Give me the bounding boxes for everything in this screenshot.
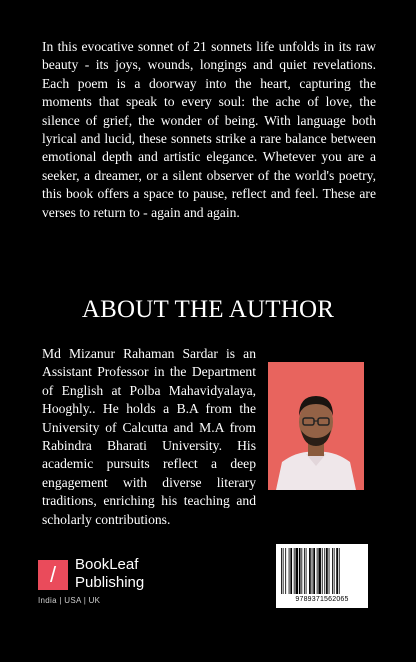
publisher-name — [75, 556, 144, 592]
author-bio: Md Mizanur Rahaman Sardar is an Assistant Professor in the Department of English at Polba Mahavidyalaya, Hooghly.. He holds a B.A from the University of Calcutta and M.A from Rabindra Bharati University. His academic pursuits reflect a deep engagement with diverse literary traditions, enriching his teaching and scholarly contributions. — [42, 346, 256, 527]
publisher-logo — [38, 558, 178, 608]
about-author-heading: ABOUT THE AUTHOR — [81, 296, 335, 323]
publisher-name-line1: BookLeaf — [75, 556, 139, 573]
isbn-barcode — [276, 544, 368, 608]
back-cover-blurb: In this evocative sonnet of 21 sonnets life unfolds in its raw beauty - its joys, wounds, longings and quiet revelations. Each poem is a doorway into the heart, capturing the moments that speak to every soul: the ache of love, the silence of grief, the wonder of being. With language both lyrical and lucid, these sonnets strike a rare balance between emotional depth and artistic elegance. Whetever you are a seeker, a dreamer, or a silent observer of the world's poetry, this book offers a space to pause, reflect and feel. These are verses to return to - again and again. — [42, 39, 376, 220]
barcode-bars — [280, 548, 364, 594]
logo-slash-icon: / — [49, 562, 57, 587]
author-photo — [268, 362, 364, 490]
publisher-tagline: India | USA | UK — [38, 596, 101, 605]
publisher-name-line2: Publishing — [75, 574, 145, 591]
isbn-number: 9789371562065 — [295, 596, 349, 603]
publisher-logo-mark — [38, 560, 68, 590]
